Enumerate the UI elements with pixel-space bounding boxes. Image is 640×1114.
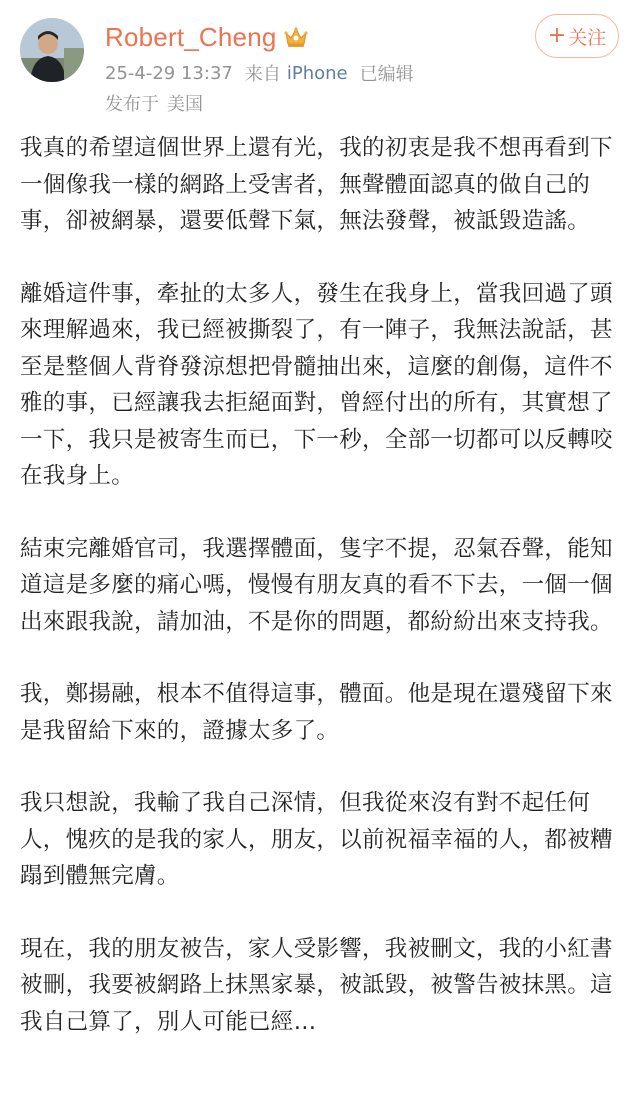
post-paragraph: 我，鄭揚融，根本不值得這事，體面。他是現在還殘留下來是我留給下來的，證據太多了。	[20, 681, 613, 744]
crown-icon	[283, 24, 309, 50]
location-prefix: 发布于	[105, 94, 159, 115]
author-row	[105, 20, 309, 54]
post-timestamp: 25-4-29 13:37	[105, 62, 233, 84]
post-paragraph: 我只想說，我輸了我自己深情，但我從來沒有對不起任何人，愧疚的是我的家人，朋友，以前祝福幸福的人，都被糟蹋到體無完膚。	[20, 790, 613, 889]
edited-label: 已编辑	[359, 64, 414, 85]
post-body	[20, 130, 624, 1076]
post-paragraph: 結束完離婚官司，我選擇體面，隻字不提，忍氣吞聲，能知道這是多麼的痛心嗎，慢慢有朋友真的看不下去，一個一個出來跟我說，請加油，不是你的問題，都紛紛出來支持我。	[20, 535, 613, 635]
source-device[interactable]: iPhone	[286, 62, 348, 84]
post-header	[0, 0, 640, 120]
post-location	[105, 90, 203, 116]
follow-label: 关注	[568, 26, 607, 49]
author-name[interactable]: Robert_Cheng	[105, 21, 277, 52]
avatar[interactable]	[20, 18, 84, 82]
post-paragraph: 現在，我的朋友被告，家人受影響，我被刪文，我的小紅書被刪，我要被網路上抹黑家暴，被詆毀，被警告被抹黑。這我自己算了，別人可能已經…	[20, 935, 613, 1035]
post-paragraph: 我真的希望這個世界上還有光，我的初衷是我不想再看到下一個像我一樣的網路上受害者，無聲體面認真的做自己的事，卻被網暴，還要低聲下氣，無法發聲，被詆毀造謠。	[20, 135, 613, 234]
avatar-photo	[20, 18, 84, 82]
location-value: 美国	[167, 94, 203, 115]
plus-icon: +	[547, 23, 567, 48]
post-meta	[105, 60, 414, 86]
post-paragraph: 離婚這件事，牽扯的太多人，發生在我身上，當我回過了頭來理解過來，我已經被撕裂了，有一陣子，我無法說話，甚至是整個人背脊發涼想把骨髓抽出來，這麼的創傷，這件不雅的事，已經讓我去拒絕面對，曾經付出的所有，其實想了一下，我只是被寄生而已，下一秒，全部一切都可以反轉咬在我身上。	[20, 280, 613, 489]
source-prefix: 来自	[244, 64, 281, 85]
follow-button[interactable]	[535, 14, 619, 58]
